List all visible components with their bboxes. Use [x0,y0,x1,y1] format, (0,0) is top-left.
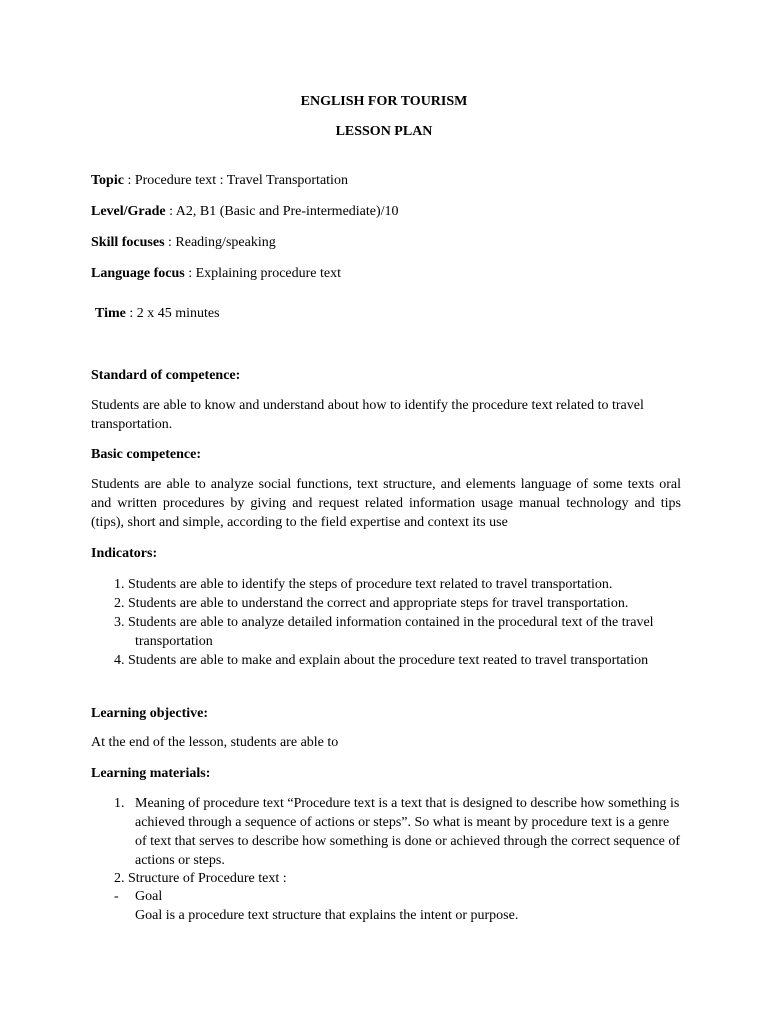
materials-item-1 [114,794,684,870]
indicator-item: 2. Students are able to understand the correct and appropriate steps for travel transportation. [114,596,629,611]
indicator-item: 1. Students are able to identify the steps of procedure text related to travel transportation. [114,577,613,592]
indicator-item: 4. Students are able to make and explain about the procedure text reated to travel transportation [114,653,649,668]
language-value: : Explaining procedure text [184,266,342,281]
skill-value: : Reading/speaking [164,235,276,250]
document-title: ENGLISH FOR TOURISM [300,94,468,109]
bullet-dash: - [114,889,119,904]
skill-line [91,233,681,252]
skill-label: Skill focuses [91,235,165,250]
level-label: Level/Grade [91,204,166,219]
materials-bullet [114,887,674,925]
materials-item-number: 1. [114,796,125,811]
topic-value: : Procedure text : Travel Transportation [123,173,348,188]
topic-label: Topic [91,173,124,188]
language-label: Language focus [91,266,185,281]
indicators-heading: Indicators: [91,546,158,561]
objective-heading: Learning objective: [91,706,209,721]
materials-heading: Learning materials: [91,766,211,781]
materials-item-2: 2. Structure of Procedure text : [114,871,287,886]
topic-line [91,171,681,190]
bullet-label: Goal [135,889,163,904]
standard-text: Students are able to know and understand about how to identify the procedure text related to travel transportation. [91,398,644,432]
time-label: Time [95,306,126,321]
basic-text: Students are able to analyze social functions, text structure, and elements language of some texts oral and written procedures by giving and request related information usage manual technology and tips (tips), short and simple, according to the field expertise and context its use [91,477,681,530]
objective-text: At the end of the lesson, students are able to [91,735,339,750]
basic-heading: Basic competence: [91,447,202,462]
time-value: : 2 x 45 minutes [125,306,220,321]
level-value: : A2, B1 (Basic and Pre-intermediate)/10 [165,204,399,219]
bullet-text: Goal is a procedure text structure that explains the intent or purpose. [135,908,519,923]
language-line [91,264,681,283]
standard-heading: Standard of competence: [91,368,241,383]
level-line [91,202,681,221]
indicator-item: 3. Students are able to analyze detailed information contained in the procedural text of the travel transportation [114,615,654,649]
document-subtitle: LESSON PLAN [335,124,433,139]
time-line [95,304,685,323]
materials-item-text: Meaning of procedure text “Procedure text is a text that is designed to describe how something is achieved through a sequence of actions or steps”. So what is meant by procedure text is a genre of text that serves to describe how something is done or achieved through the correct sequence of actions or steps. [135,796,681,868]
indicators-list [114,575,674,670]
